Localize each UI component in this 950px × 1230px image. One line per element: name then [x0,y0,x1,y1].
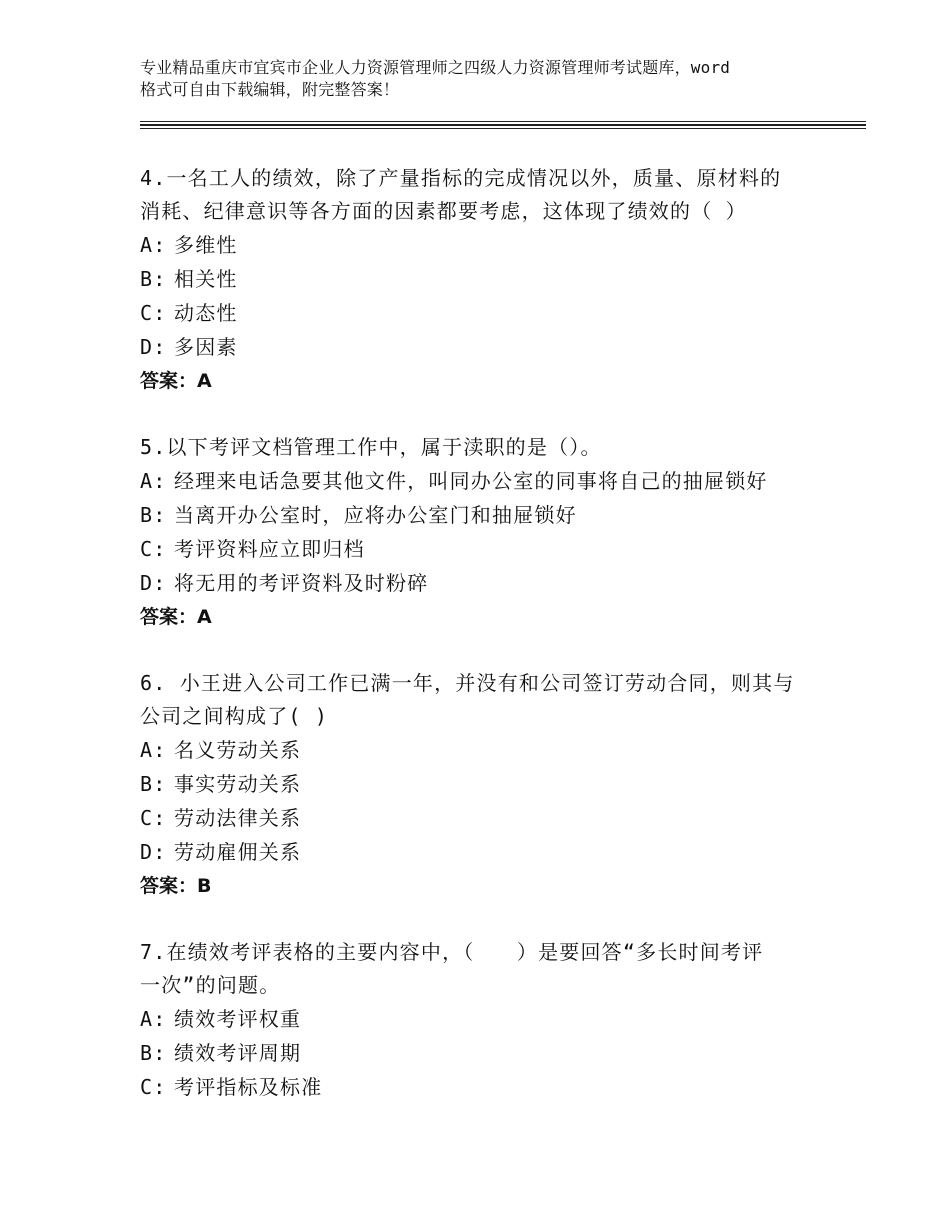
option-b [140,498,820,532]
option-letter: C: [140,1075,167,1099]
option-letter: D: [140,335,167,359]
question-spacer [140,903,820,936]
option-text: 劳动雇佣关系 [174,840,302,864]
question-text-line: 4.一名工人的绩效，除了产量指标的完成情况以外，质量、原材料的 [140,166,782,190]
header-rule-middle [140,124,866,126]
option-b [140,767,820,801]
option-text: 经理来电话急要其他文件，叫同办公室的同事将自己的抽屉锁好 [174,469,768,493]
option-a [140,464,820,498]
answer-value: B [197,875,212,897]
option-c [140,801,820,835]
option-letter: D: [140,571,167,595]
question-4 [140,162,820,398]
question-spacer [140,634,820,667]
question-spacer [140,398,820,431]
option-text: 名义劳动关系 [174,738,302,762]
option-text: 将无用的考评资料及时粉碎 [174,571,429,595]
option-d [140,835,820,869]
answer-label: 答案： [140,606,198,628]
option-text: 当离开办公室时，应将办公室门和抽屉锁好 [174,503,577,527]
answer-value: A [197,606,212,628]
question-5 [140,431,820,634]
option-text: 绩效考评权重 [174,1007,302,1031]
option-letter: C: [140,806,167,830]
question-text-line: 5.以下考评文档管理工作中，属于渎职的是（）。 [140,435,602,459]
question-list [140,162,820,1104]
answer-line [140,869,820,903]
option-letter: C: [140,301,167,325]
option-letter: A: [140,233,167,257]
question-text-line: 公司之间构成了( ) [140,704,329,728]
option-d [140,330,820,364]
answer-line [140,600,820,634]
option-text: 多因素 [174,335,238,359]
question-text-line: 消耗、纪律意识等各方面的因素都要考虑，这体现了绩效的（ ） [140,199,747,223]
option-text: 多维性 [174,233,238,257]
question-text-line: 7.在绩效考评表格的主要内容中，（ ）是要回答“多长时间考评 [140,940,764,964]
option-letter: B: [140,267,167,291]
answer-label: 答案： [140,370,198,392]
option-c [140,1070,820,1104]
option-text: 相关性 [174,267,238,291]
answer-value: A [197,370,212,392]
option-letter: B: [140,1041,167,1065]
question-text-line: 6. 小王进入公司工作已满一年，并没有和公司签订劳动合同，则其与 [140,671,795,695]
option-c [140,296,820,330]
option-letter: A: [140,469,167,493]
header-line-2: 格式可自由下载编辑，附完整答案！ [140,80,400,99]
question-7 [140,936,820,1104]
document-header [140,57,840,101]
option-c [140,532,820,566]
option-b [140,262,820,296]
option-text: 考评指标及标准 [174,1075,323,1099]
option-a [140,1002,820,1036]
option-text: 考评资料应立即归档 [174,537,365,561]
option-letter: D: [140,840,167,864]
option-letter: C: [140,537,167,561]
option-text: 绩效考评周期 [174,1041,302,1065]
answer-label: 答案： [140,875,198,897]
option-d [140,566,820,600]
header-rule-bottom [140,128,866,129]
header-rule-top [140,121,866,122]
option-letter: B: [140,772,167,796]
option-b [140,1036,820,1070]
option-a [140,733,820,767]
option-text: 劳动法律关系 [174,806,302,830]
option-letter: A: [140,738,167,762]
answer-line [140,364,820,398]
option-letter: A: [140,1007,167,1031]
header-line-1: 专业精品重庆市宜宾市企业人力资源管理师之四级人力资源管理师考试题库，word [140,58,731,77]
option-text: 动态性 [174,301,238,325]
question-6 [140,667,820,903]
question-text-line: 一次”的问题。 [140,973,281,997]
option-text: 事实劳动关系 [174,772,302,796]
option-a [140,228,820,262]
option-letter: B: [140,503,167,527]
